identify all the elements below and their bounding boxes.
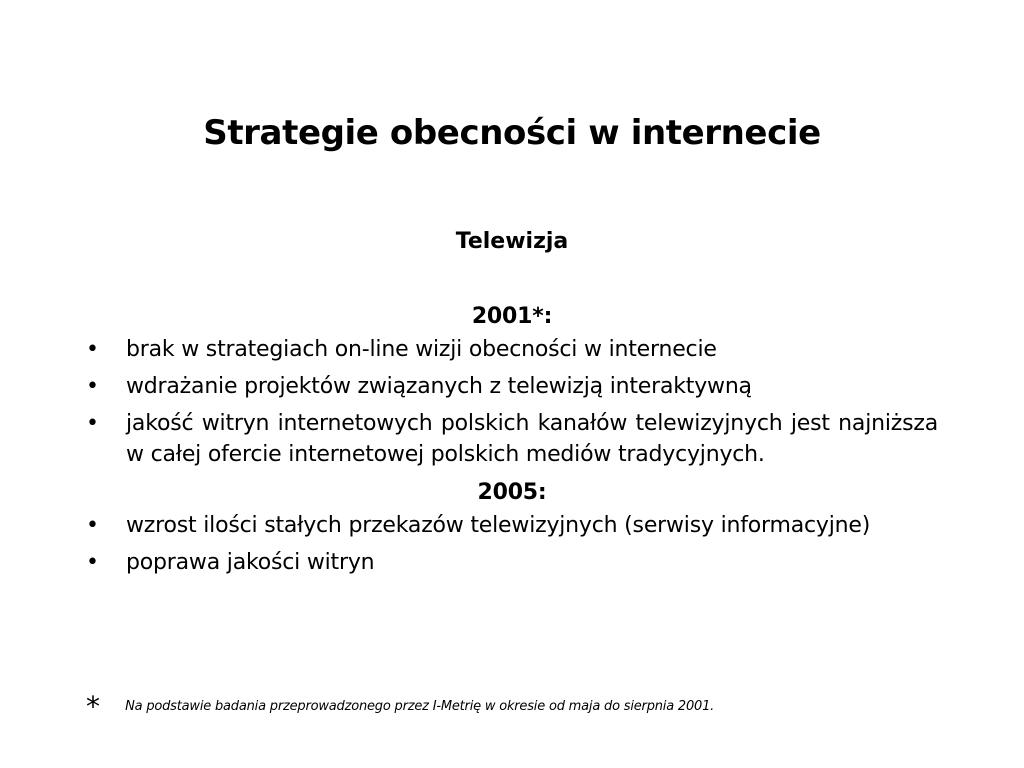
section-year-2005: 2005: (477, 480, 547, 505)
list-item-text: jakość witryn internetowych polskich kanałów telewizyjnych jest najniższa w całej ofercie internetowej polskich mediów tradycyjnych. (126, 411, 938, 467)
list-item-text: wdrażanie projektów związanych z telewizją interaktywną (126, 374, 752, 399)
footnote (86, 692, 986, 722)
slide-title: Strategie obecności w internecie (203, 113, 821, 153)
list-item (86, 408, 938, 470)
bullet-list-2005 (86, 510, 938, 578)
list-item-text: brak w strategiach on-line wizji obecności w internecie (126, 337, 717, 362)
bullet-icon: • (86, 337, 99, 362)
slide-content (86, 300, 938, 584)
footnote-text: Na podstawie badania przeprowadzonego przez I-Metrię w okresie od maja do sierpnia 2001. (125, 699, 715, 714)
list-item (86, 547, 938, 578)
bullet-icon: • (86, 374, 99, 399)
list-item (86, 510, 938, 541)
bullet-icon: • (86, 550, 99, 575)
list-item (86, 371, 938, 402)
list-item-text: wzrost ilości stałych przekazów telewizyjnych (serwisy informacyjne) (126, 513, 871, 538)
section-year-2001: 2001*: (471, 304, 553, 329)
list-item (86, 334, 938, 365)
bullet-icon: • (86, 513, 99, 538)
list-item-text: poprawa jakości witryn (126, 550, 375, 575)
footnote-mark: * (86, 690, 100, 723)
bullet-list-2001 (86, 334, 938, 470)
slide-subtitle: Telewizja (455, 229, 569, 254)
bullet-icon: • (86, 411, 99, 436)
